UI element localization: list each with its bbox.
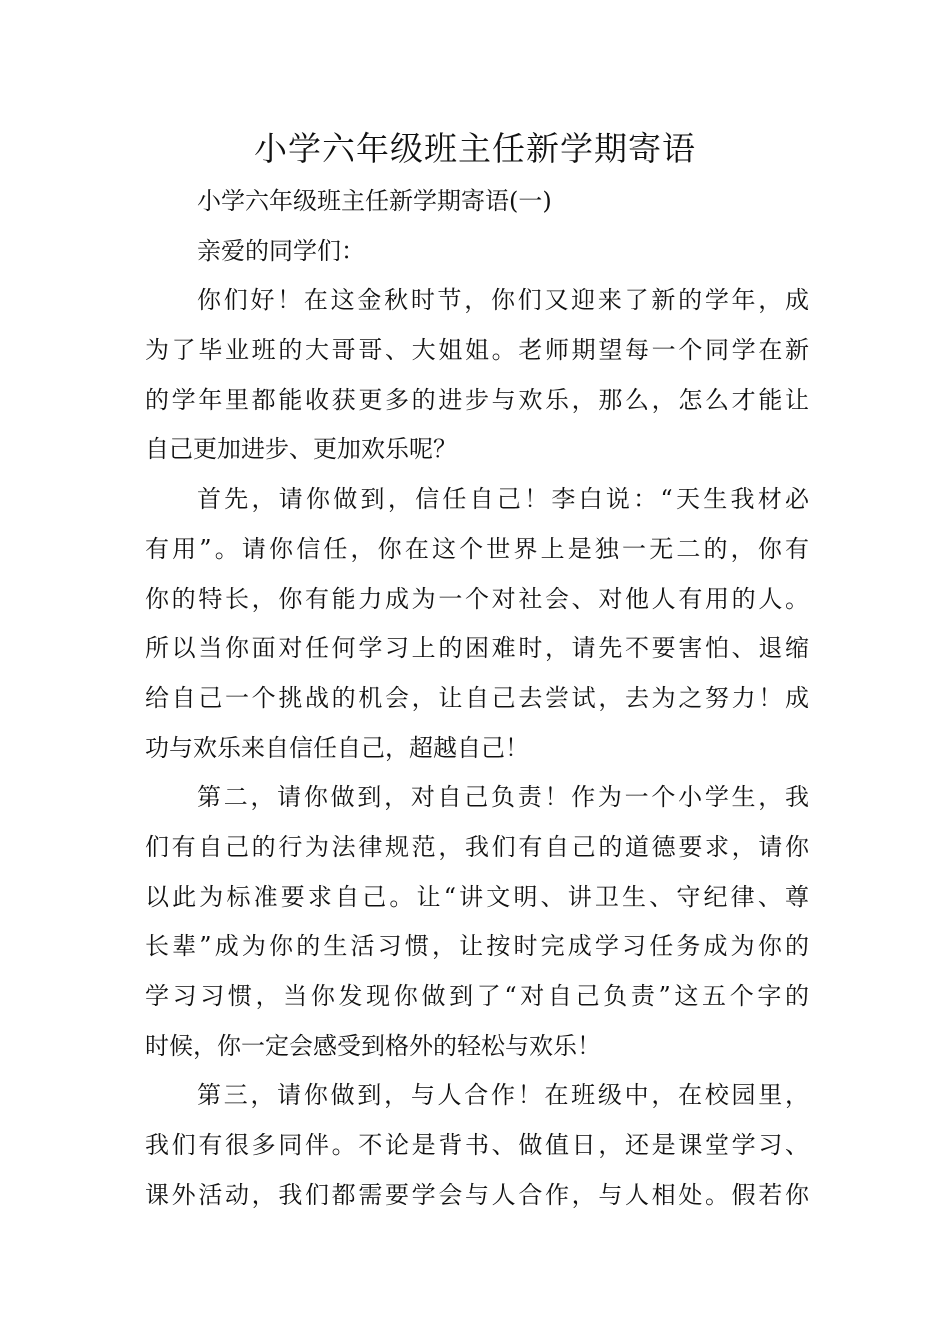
text-line: 以此为标准要求自己。让“讲文明、讲卫生、守纪律、尊 [145, 882, 809, 911]
text-line: 功与欢乐来自信任自己，超越自己！ [145, 733, 529, 762]
text-line: 你的特长，你有能力成为一个对社会、对他人有用的人。 [145, 584, 809, 613]
text-line: 的学年里都能收获更多的进步与欢乐，那么，怎么才能让 [145, 385, 809, 414]
text-line: 所以当你面对任何学习上的困难时，请先不要害怕、退缩 [145, 634, 809, 663]
text-line: 首先，请你做到，信任自己！李白说：“天生我材必 [197, 485, 809, 514]
text-line: 学习习惯，当你发现你做到了“对自己负责”这五个字的 [145, 982, 809, 1010]
text-line: 亲爱的同学们： [197, 236, 365, 265]
text-line: 你们好！在这金秋时节，你们又迎来了新的学年，成 [197, 286, 809, 315]
text-line: 小学六年级班主任新学期寄语(一) [197, 187, 552, 215]
text-line: 长辈”成为你的生活习惯，让按时完成学习任务成为你的 [145, 932, 809, 961]
text-line: 为了毕业班的大哥哥、大姐姐。老师期望每一个同学在新 [145, 336, 809, 365]
text-line: 课外活动，我们都需要学会与人合作，与人相处。假若你 [145, 1180, 809, 1209]
text-line: 第三，请你做到，与人合作！在班级中，在校园里， [197, 1081, 809, 1110]
text-line: 我们有很多同伴。不论是背书、做值日，还是课堂学习、 [145, 1131, 809, 1160]
document-title: 小学六年级班主任新学期寄语 [254, 129, 696, 168]
text-line: 第二，请你做到，对自己负责！作为一个小学生，我 [197, 783, 809, 812]
text-line: 时候，你一定会感受到格外的轻松与欢乐！ [145, 1031, 601, 1060]
document-body [145, 177, 809, 1220]
text-line: 自己更加进步、更加欢乐呢？ [145, 435, 457, 464]
text-line: 给自己一个挑战的机会，让自己去尝试，去为之努力！成 [145, 683, 809, 712]
text-line: 们有自己的行为法律规范，我们有自己的道德要求，请你 [145, 832, 809, 861]
text-line: 有用”。请你信任，你在这个世界上是独一无二的，你有 [145, 534, 809, 563]
